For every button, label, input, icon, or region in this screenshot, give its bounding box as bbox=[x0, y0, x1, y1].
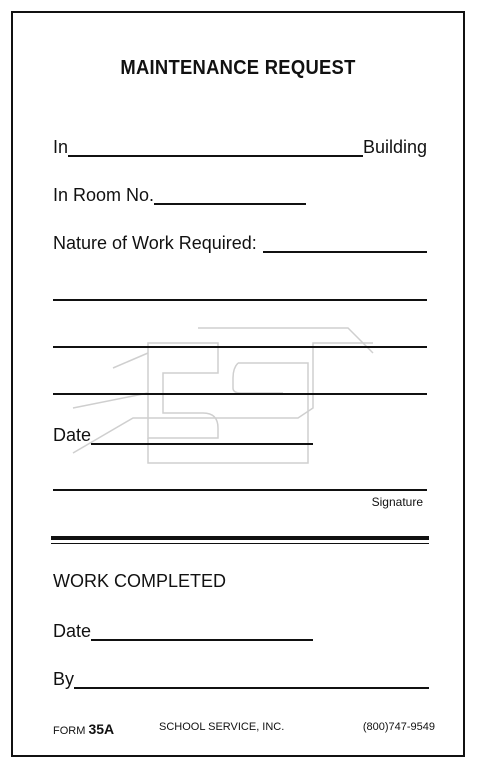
completed-date-label: Date bbox=[53, 621, 92, 641]
signature-line[interactable] bbox=[53, 489, 427, 491]
room-label: In Room No. bbox=[53, 185, 155, 205]
form-title: MAINTENANCE REQUEST bbox=[120, 57, 356, 79]
school-service-logo-watermark bbox=[13, 13, 467, 759]
work-description-line-1[interactable] bbox=[53, 299, 427, 301]
form-prefix: FORM bbox=[53, 725, 86, 737]
building-prefix-label: In bbox=[53, 137, 69, 157]
completed-by-field[interactable] bbox=[74, 669, 429, 689]
company-name: SCHOOL SERVICE, INC. bbox=[159, 721, 285, 733]
nature-of-work-field[interactable] bbox=[263, 233, 427, 253]
nature-of-work-label: Nature of Work Required: bbox=[53, 233, 257, 253]
work-description-line-2[interactable] bbox=[53, 346, 427, 348]
request-date-field[interactable] bbox=[91, 425, 313, 445]
request-date-label: Date bbox=[53, 425, 92, 445]
section-divider-thick bbox=[51, 536, 429, 540]
work-completed-heading: WORK COMPLETED bbox=[53, 571, 227, 591]
completed-by-label: By bbox=[53, 669, 75, 689]
room-number-field[interactable] bbox=[154, 185, 306, 205]
maintenance-request-form bbox=[11, 11, 465, 757]
signature-label: Signature bbox=[371, 495, 423, 509]
request-date-row bbox=[53, 423, 313, 445]
section-divider-thin bbox=[51, 543, 429, 544]
completed-date-field[interactable] bbox=[91, 621, 313, 641]
building-row bbox=[53, 135, 427, 157]
room-row bbox=[53, 183, 306, 205]
building-field[interactable] bbox=[68, 137, 363, 157]
work-description-line-3[interactable] bbox=[53, 393, 427, 395]
nature-row bbox=[53, 231, 427, 253]
form-number-value: 35A bbox=[88, 721, 115, 737]
company-phone: (800)747-9549 bbox=[362, 721, 435, 733]
form-number bbox=[53, 721, 114, 737]
completed-date-row bbox=[53, 619, 313, 641]
building-suffix-label: Building bbox=[362, 137, 427, 157]
completed-by-row bbox=[53, 667, 429, 689]
